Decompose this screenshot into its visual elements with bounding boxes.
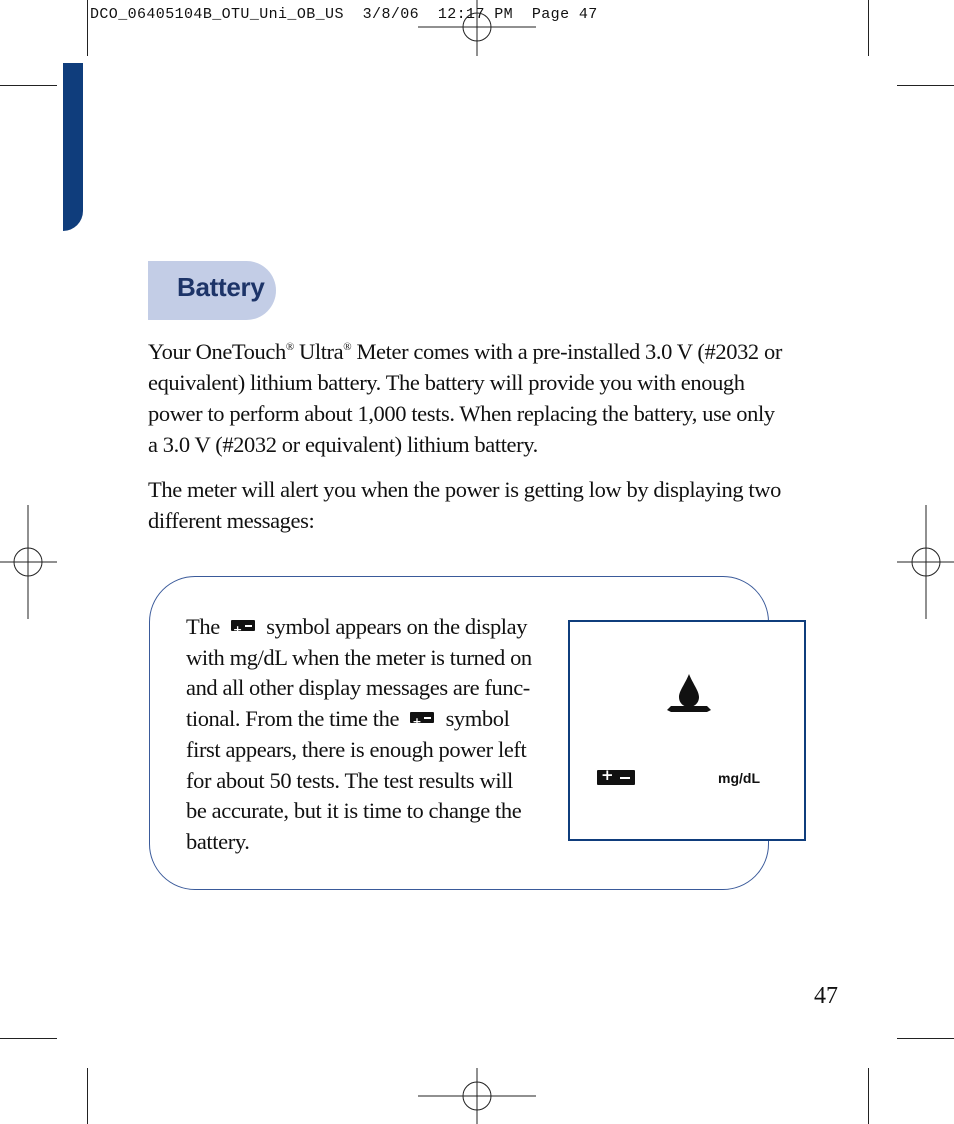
registration-mark-icon bbox=[418, 1068, 536, 1124]
section-heading: Battery bbox=[177, 272, 265, 302]
callout-line: be accurate, but it is time to change the bbox=[186, 798, 522, 824]
crop-mark bbox=[87, 0, 88, 56]
page-number: 47 bbox=[814, 983, 838, 1009]
intro-paragraph bbox=[148, 336, 808, 460]
registration-mark-icon bbox=[897, 505, 954, 619]
registration-mark-icon bbox=[418, 0, 536, 56]
callout-line: battery. bbox=[186, 828, 250, 854]
battery-low-icon bbox=[597, 770, 635, 785]
crop-mark bbox=[868, 0, 869, 56]
alert-paragraph bbox=[148, 474, 808, 536]
text-run: tional. From the time the bbox=[186, 706, 400, 732]
meter-display bbox=[568, 620, 806, 841]
callout-line: first appears, there is enough power left bbox=[186, 736, 527, 762]
callout-line bbox=[186, 612, 556, 643]
crop-mark bbox=[87, 1068, 88, 1124]
registration-mark-icon bbox=[0, 505, 57, 619]
chapter-tab bbox=[63, 63, 83, 231]
intro-line bbox=[148, 336, 808, 367]
intro-line: equivalent) lithium battery. The battery will provide you with enough bbox=[148, 370, 745, 395]
intro-line: a 3.0 V (#2032 or equivalent) lithium battery. bbox=[148, 432, 538, 457]
print-slug: DCO_06405104B_OTU_Uni_OB_US 3/8/06 12:17 PM Page 47 bbox=[90, 6, 598, 23]
alert-line: The meter will alert you when the power is getting low by displaying two bbox=[148, 477, 781, 502]
unit-label: mg/dL bbox=[718, 770, 760, 786]
intro-line: power to perform about 1,000 tests. When replacing the battery, use only bbox=[148, 401, 775, 426]
alert-line: different messages: bbox=[148, 508, 315, 533]
crop-mark bbox=[0, 1038, 57, 1039]
crop-mark bbox=[0, 85, 57, 86]
text-run: Meter comes with a pre-installed 3.0 V (#2032 or bbox=[351, 339, 782, 364]
text-run: Ultra bbox=[293, 339, 344, 364]
text-run: symbol bbox=[445, 706, 510, 732]
text-run: Your OneTouch bbox=[148, 339, 286, 364]
callout-line: with mg/dL when the meter is turned on bbox=[186, 644, 532, 670]
callout-line: and all other display messages are func- bbox=[186, 675, 530, 701]
battery-icon bbox=[410, 712, 434, 723]
crop-mark bbox=[868, 1068, 869, 1124]
text-run: The bbox=[186, 614, 220, 639]
crop-mark bbox=[897, 1038, 954, 1039]
registered-mark: ® bbox=[343, 341, 352, 353]
callout-text bbox=[186, 612, 556, 858]
callout-line: for about 50 tests. The test results will bbox=[186, 767, 513, 793]
battery-icon bbox=[231, 620, 255, 631]
registered-mark: ® bbox=[285, 341, 294, 353]
blood-drop-icon bbox=[667, 672, 711, 714]
crop-mark bbox=[897, 85, 954, 86]
callout-line bbox=[186, 704, 556, 735]
text-run: symbol appears on the display bbox=[266, 614, 528, 639]
